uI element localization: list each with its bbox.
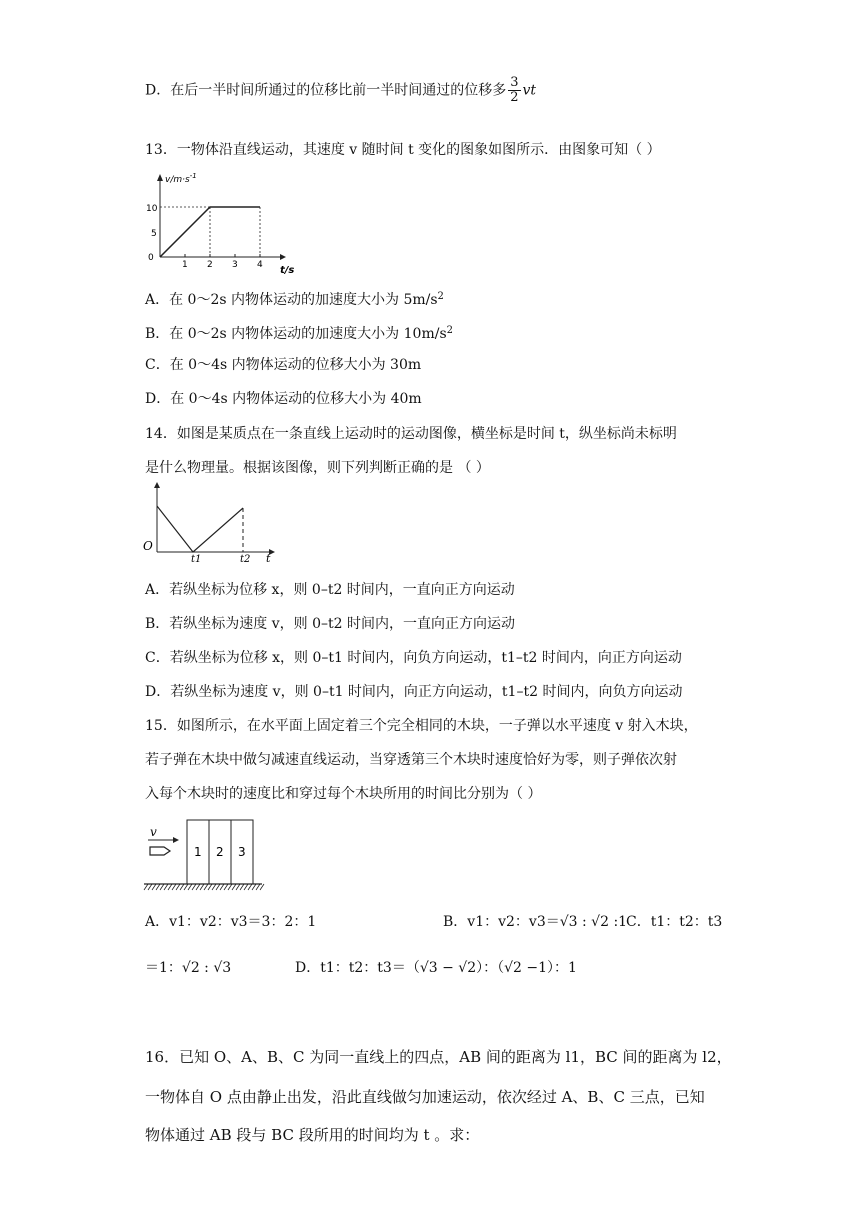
q13-vt-graph: [140, 170, 300, 280]
q14-option-b: B．若纵坐标为速度 v，则 0–t2 时间内，一直向正方向运动: [145, 616, 515, 632]
fraction-three-halves: $\frac{3}{2}$: [510, 75, 519, 105]
y-tick-label: 5: [151, 229, 157, 239]
q15-stem-line2: 若子弹在木块中做匀减速直线运动，当穿透第三个木块时速度恰好为零，则子弹依次射: [145, 752, 677, 768]
t1-label: t1: [191, 554, 202, 565]
q14-option-c: C．若纵坐标为位移 x，则 0–t1 时间内，向负方向运动，t1–t2 时间内，向正方向运动: [145, 650, 682, 666]
x-tick-label: 2: [207, 260, 213, 270]
q14-stem-line2: 是什么物理量。根据该图像，则下列判断正确的是 （ ）: [145, 460, 490, 476]
x-axis-arrow: [280, 254, 286, 260]
q15-option-d: D．t1：t2：t3＝（√3 − √2）：（√2 −1）：1: [295, 960, 577, 976]
q14-option-d: D．若纵坐标为速度 v，则 0–t1 时间内，向正方向运动，t1–t2 时间内，向负方向运动: [145, 684, 683, 700]
q15-option-c-line2: ＝1：√2 : √3: [145, 960, 232, 976]
q13-stem: 13．一物体沿直线运动，其速度 v 随时间 t 变化的图象如图所示．由图象可知（ ）: [145, 142, 661, 158]
q15-option-a: A．v1：v2：v3＝3：2：1: [145, 914, 317, 930]
x-tick-label: 3: [232, 260, 238, 270]
q14-stem-line1: 14．如图是某质点在一条直线上运动时的运动图像，横坐标是时间 t，纵坐标尚未标明: [145, 426, 677, 442]
bullet-icon: [150, 847, 170, 855]
q15-option-b: B．v1：v2：v3＝√3 : √2 :1: [443, 914, 628, 930]
q13-option-a: A．在 0～2s 内物体运动的加速度大小为 $5m/s^2$: [145, 291, 444, 308]
origin-label: O: [143, 539, 153, 553]
q13-option-d: D．在 0～4s 内物体运动的位移大小为 40m: [145, 391, 422, 407]
q15-option-c-line1: C．t1：t2：t3: [626, 914, 723, 930]
q16-line1: 16．已知 O、A、B、C 为同一直线上的四点，AB 间的距离为 l1，BC 间的距离为 l2，: [145, 1048, 732, 1066]
x-tick-label: 1: [182, 260, 188, 270]
y-tick-label: 10: [146, 204, 158, 214]
t-axis-label: t: [266, 552, 271, 565]
block-1-label: 1: [194, 845, 202, 859]
q13-option-c: C．在 0～4s 内物体运动的位移大小为 30m: [145, 357, 422, 373]
ground-hatching: [144, 884, 264, 890]
x-axis-label: t/s: [280, 265, 295, 276]
q14-motion-graph: [140, 480, 290, 565]
q15-bullet-blocks-figure: [142, 818, 272, 893]
bullet-velocity-label: v: [150, 825, 157, 839]
y-axis-arrow: [157, 174, 163, 181]
q12-option-d: D．在后一半时间所通过的位移比前一半时间通过的位移多 $\frac{3}{2}$ vt: [145, 75, 537, 105]
y-axis-label: $v/m\cdot s^{-1}$: [165, 172, 197, 185]
origin-label: 0: [148, 253, 154, 263]
q14-option-a: A．若纵坐标为位移 x，则 0–t2 时间内，一直向正方向运动: [145, 582, 515, 598]
t2-label: t2: [240, 554, 251, 565]
q15-stem-line3: 入每个木块时的速度比和穿过每个木块所用的时间比分别为（ ）: [145, 786, 542, 802]
block-2-label: 2: [216, 845, 224, 859]
q13-option-b: B．在 0～2s 内物体运动的加速度大小为 $10m/s^2$: [145, 325, 454, 342]
q15-stem-line1: 15．如图所示，在水平面上固定着三个完全相同的木块，一子弹以水平速度 v 射入木块，: [145, 718, 698, 734]
q16-line3: 物体通过 AB 段与 BC 段所用的时间均为 t 。求：: [145, 1126, 480, 1144]
q16-line2: 一物体自 O 点由静止出发，沿此直线做匀加速运动，依次经过 A、B、C 三点，已知: [145, 1088, 705, 1106]
x-tick-label: 4: [257, 260, 263, 270]
block-3-label: 3: [238, 845, 246, 859]
